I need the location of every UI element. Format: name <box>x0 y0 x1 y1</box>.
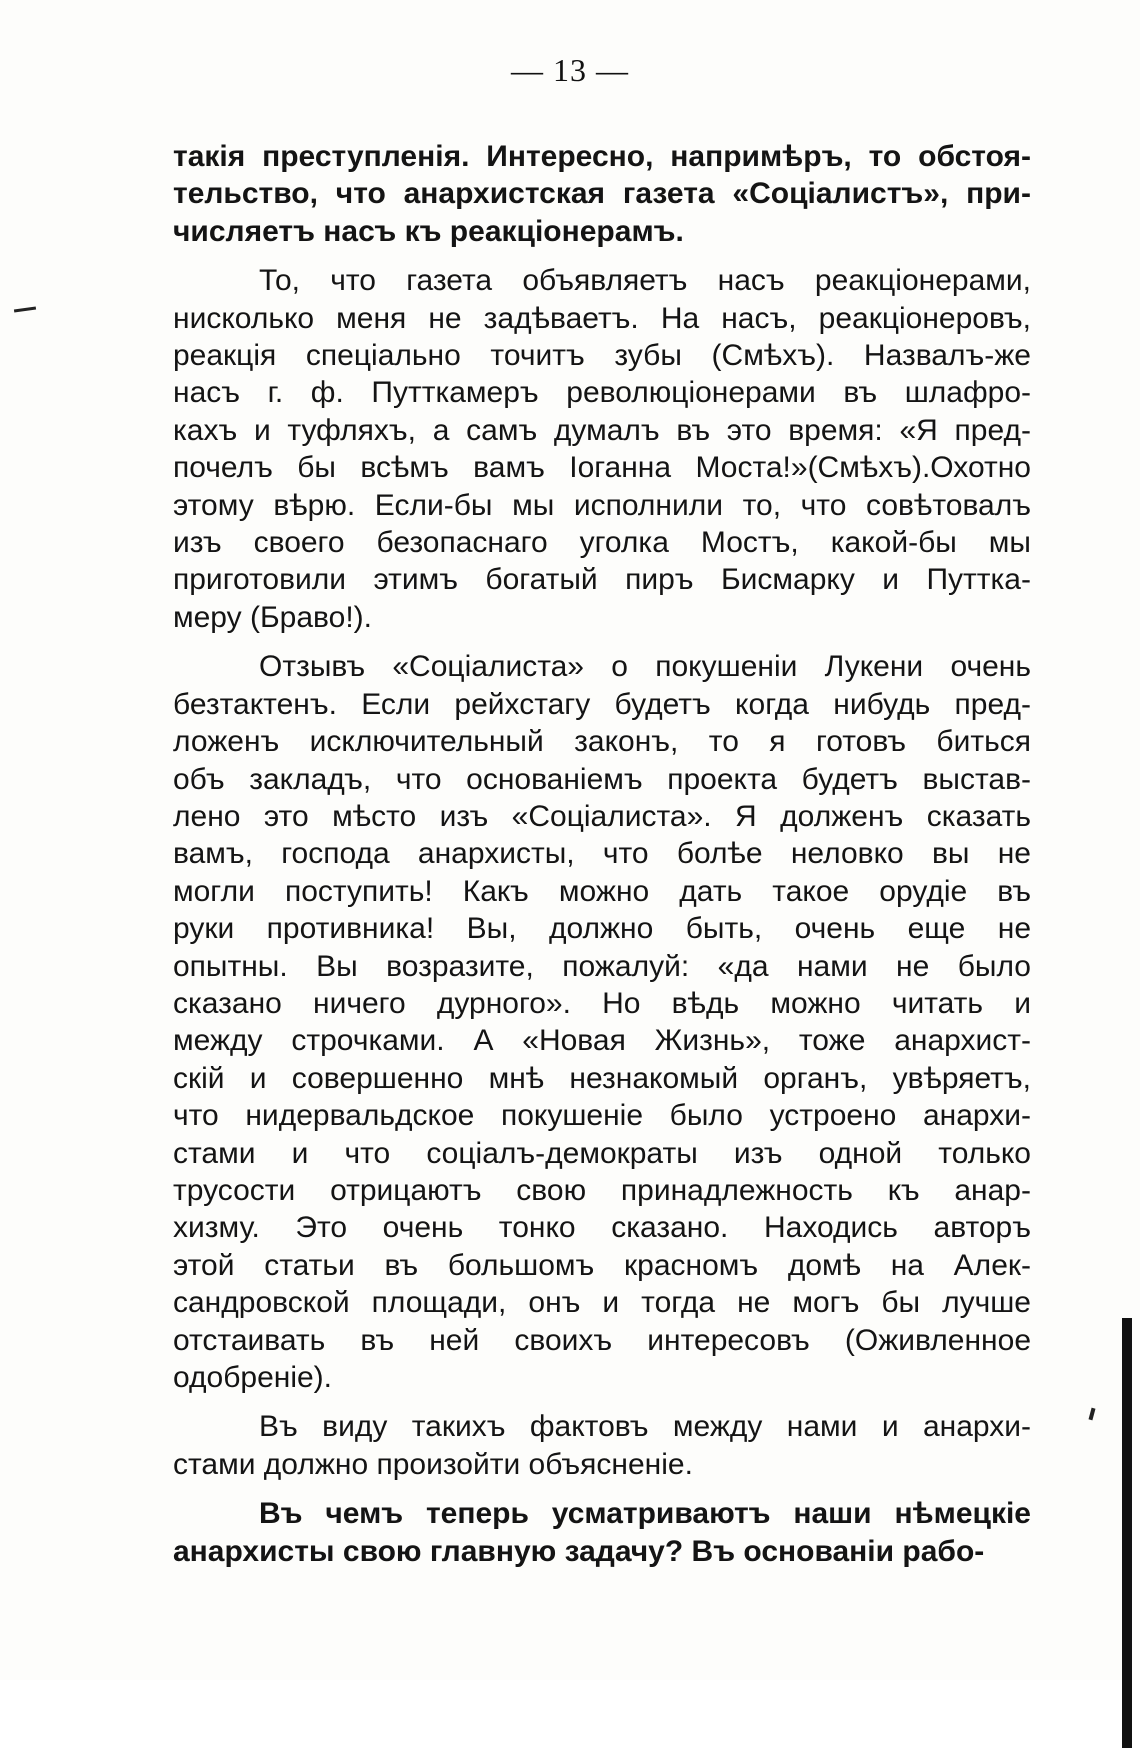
page-number: — 13 — <box>511 52 629 88</box>
margin-dot-mark <box>1089 1408 1096 1421</box>
paragraph <box>173 1495 1031 1570</box>
text-line: безтактенъ. Если рейхстагу будетъ когда нибудь пред- <box>173 687 1031 721</box>
paragraph <box>173 1408 1031 1483</box>
text-line: объ закладъ, что основаніемъ проекта будетъ выстав- <box>173 762 1031 796</box>
text-line: скій и совершенно мнѣ незнакомый органъ, увѣряетъ, <box>173 1061 1031 1095</box>
margin-dash-mark <box>14 306 36 312</box>
text-line: стами и что соціалъ-демократы изъ одной только <box>173 1136 1031 1170</box>
text-line: меру (Браво!). <box>173 600 372 634</box>
paragraph-gap <box>173 636 1031 648</box>
text-line: почелъ бы всѣмъ вамъ Іоганна Моста!»(Смѣхъ).Охотно <box>173 451 1031 485</box>
text-line: между строчками. А «Новая Жизнь», тоже анархист- <box>173 1024 1031 1058</box>
paragraph-gap <box>173 1483 1031 1495</box>
text-line: тельство, что анархистская газета «Соціалистъ», при- <box>173 177 1031 211</box>
text-line: такія преступленія. Интересно, напримѣръ, то обстоя- <box>173 140 1031 173</box>
text-line: приготовили этимъ богатый пиръ Бисмарку и Путтка- <box>173 563 1031 597</box>
paragraph-gap <box>173 250 1031 262</box>
text-column <box>173 138 1031 1570</box>
text-line: этой статьи въ большомъ красномъ домѣ на Алек- <box>173 1248 1031 1282</box>
text-line: реакція спеціально точитъ зубы (Смѣхъ). Назвалъ-же <box>173 339 1031 373</box>
text-line: Въ виду такихъ фактовъ между нами и анархи- <box>259 1410 1031 1444</box>
text-line: трусости отрицаютъ свою принадлежность къ анар- <box>173 1173 1031 1207</box>
paragraph <box>173 138 1031 250</box>
text-line: руки противника! Вы, должно быть, очень еще не <box>173 912 1031 946</box>
text-line: хизму. Это очень тонко сказано. Находись авторъ <box>173 1211 1031 1245</box>
text-line: сандровской площади, онъ и тогда не могъ бы лучше <box>173 1286 1031 1320</box>
text-line: могли поступить! Какъ можно дать такое орудіе въ <box>173 874 1031 908</box>
text-line: что нидервальдское покушеніе было устроено анархи- <box>173 1099 1031 1133</box>
text-line: этому вѣрю. Если-бы мы исполнили то, что совѣтовалъ <box>173 488 1031 522</box>
paragraph <box>173 262 1031 636</box>
text-line: нисколько меня не задѣваетъ. На насъ, реакціонеровъ, <box>173 301 1031 335</box>
text-line: отстаивать въ ней своихъ интересовъ (Оживленное <box>173 1323 1031 1357</box>
text-line: Отзывъ «Соціалиста» о покушеніи Лукени очень <box>259 650 1031 684</box>
text-line: лено это мѣсто изъ «Соціалиста». Я долженъ сказать <box>173 799 1031 833</box>
text-line: сказано ничего дурного». Но вѣдь можно читать и <box>173 986 1031 1020</box>
text-line: анархисты свою главную задачу? Въ основаніи рабо- <box>173 1534 985 1568</box>
text-line: изъ своего безопаснаго уголка Мостъ, какой-бы мы <box>173 526 1031 560</box>
text-line: ложенъ исключительный законъ, то я готовъ биться <box>173 725 1031 759</box>
text-line: числяетъ насъ къ реакціонерамъ. <box>173 214 684 248</box>
text-line: опытны. Вы возразите, пожалуй: «да нами не было <box>173 949 1031 983</box>
text-line: одобреніе). <box>173 1361 333 1394</box>
text-line: стами должно произойти объясненіе. <box>173 1447 693 1481</box>
text-line: То, что газета объявляетъ насъ реакціонерами, <box>259 264 1031 298</box>
paragraph-gap <box>173 1396 1031 1408</box>
text-line: кахъ и туфляхъ, а самъ думалъ въ это время: «Я пред- <box>173 413 1031 447</box>
text-line: вамъ, господа анархисты, что болѣе неловко вы не <box>173 837 1031 871</box>
paragraph <box>173 648 1031 1396</box>
page-edge-shadow <box>1122 1318 1132 1748</box>
text-line: Въ чемъ теперь усматриваютъ наши нѣмецкіе <box>259 1497 1031 1531</box>
text-line: насъ г. ф. Путткамеръ революціонерами въ шлафро- <box>173 376 1031 410</box>
